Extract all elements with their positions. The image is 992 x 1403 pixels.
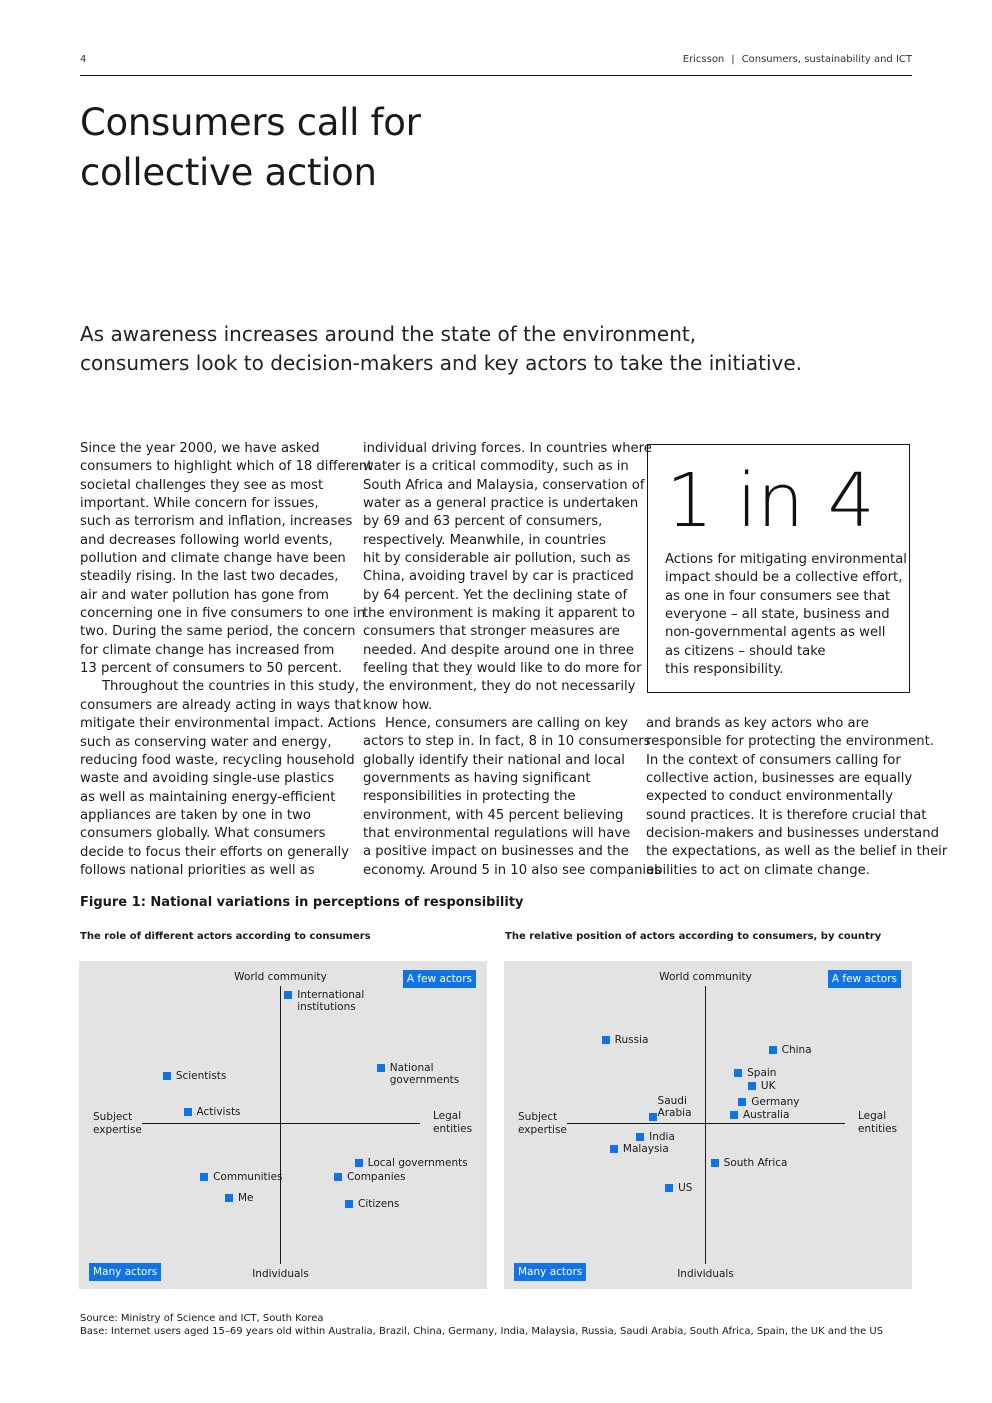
text-line: appliances are taken by one in two bbox=[80, 807, 311, 823]
text-line: consumers that stronger measures are bbox=[363, 624, 620, 640]
title-line: Consumers call for bbox=[80, 101, 421, 144]
data-point-label: Malaysia bbox=[622, 1143, 669, 1156]
body-column-1 bbox=[80, 440, 376, 880]
header-rule bbox=[80, 75, 912, 76]
brand-name: Ericsson bbox=[682, 54, 725, 65]
stat-text-line: this responsibility. bbox=[665, 662, 784, 678]
data-point-label: Australia bbox=[742, 1108, 790, 1121]
stat-text-line: as one in four consumers see that bbox=[665, 588, 891, 604]
text-line: Hence, consumers are calling on key bbox=[385, 716, 628, 731]
text-line: such as terrorism and inflation, increases bbox=[80, 514, 353, 530]
data-point-label: Activists bbox=[196, 1105, 241, 1118]
stat-text-line: as citizens – should take bbox=[665, 643, 826, 659]
text-line: South Africa and Malaysia, conservation of bbox=[363, 477, 645, 493]
data-point-label: Scientists bbox=[175, 1070, 227, 1083]
intro-line: consumers look to decision-makers and key actors to take the initiative. bbox=[80, 351, 803, 375]
data-point-marker bbox=[602, 1036, 610, 1044]
text-line: important. While concern for issues, bbox=[80, 496, 319, 512]
data-point-marker bbox=[748, 1082, 756, 1090]
text-line: consumers to highlight which of 18 different bbox=[80, 459, 373, 475]
source-note bbox=[80, 1312, 883, 1338]
text-line: China, avoiding travel by car is practiced bbox=[363, 569, 634, 585]
data-point-marker bbox=[377, 1064, 385, 1072]
data-point-marker bbox=[284, 991, 292, 999]
text-line: for climate change has increased from bbox=[80, 642, 335, 658]
text-line: hit by considerable air pollution, such as bbox=[363, 551, 631, 567]
stat-value: 1 in 4 bbox=[666, 458, 875, 544]
many-actors-badge: Many actors bbox=[89, 1263, 161, 1281]
text-line: follows national priorities as well as bbox=[80, 862, 315, 878]
actors-quadrant-chart bbox=[79, 961, 487, 1289]
data-point-marker bbox=[734, 1069, 742, 1077]
data-point-label: Companies bbox=[346, 1170, 406, 1183]
stat-text-line: everyone – all state, business and bbox=[665, 607, 890, 623]
text-line: consumers are already acting in ways that bbox=[80, 697, 362, 713]
data-point-label: Local governments bbox=[367, 1157, 468, 1170]
text-line: responsibilities in protecting the bbox=[363, 789, 576, 805]
body-column-3 bbox=[646, 715, 947, 880]
text-line: needed. And despite around one in three bbox=[363, 642, 635, 658]
axis-label-top: World community bbox=[659, 971, 752, 983]
data-point-label: Spain bbox=[747, 1067, 777, 1080]
data-point-label: Me bbox=[237, 1191, 254, 1204]
axis-label-top: World community bbox=[234, 971, 327, 983]
text-line: environment, with 45 percent believing bbox=[363, 807, 624, 823]
title-line: collective action bbox=[80, 151, 377, 194]
data-point-marker bbox=[711, 1159, 719, 1167]
axis-label-right: Legal entities bbox=[858, 1110, 898, 1135]
chart-title: The relative position of actors according to consumers, by country bbox=[505, 931, 882, 942]
data-point-label: UK bbox=[760, 1079, 776, 1092]
intro-paragraph bbox=[80, 320, 920, 378]
text-line: water as a general practice is undertaken bbox=[363, 496, 639, 512]
text-line: mitigate their environmental impact. Actions bbox=[80, 716, 377, 732]
text-line: concerning one in five consumers to one in bbox=[80, 606, 366, 622]
data-point-label: Saudi Arabia bbox=[657, 1095, 692, 1120]
data-point-label: National governments bbox=[389, 1061, 460, 1086]
text-line: feeling that they would like to do more for bbox=[363, 661, 642, 677]
running-head bbox=[683, 54, 912, 65]
text-line: societal challenges they see as most bbox=[80, 477, 324, 493]
y-axis-line bbox=[280, 986, 281, 1264]
body-column-2-bottom bbox=[363, 715, 661, 880]
text-line: economy. Around 5 in 10 also see companies bbox=[363, 862, 662, 878]
text-line: as well as maintaining energy-efficient bbox=[80, 789, 336, 805]
data-point-marker bbox=[730, 1111, 738, 1119]
few-actors-badge: A few actors bbox=[828, 970, 901, 988]
text-line: governments as having significant bbox=[363, 771, 591, 787]
data-point-label: Citizens bbox=[358, 1198, 400, 1211]
text-line: individual driving forces. In countries where bbox=[363, 441, 652, 456]
data-point-marker bbox=[345, 1200, 353, 1208]
data-point-label: International institutions bbox=[297, 988, 365, 1013]
text-line: air and water pollution has gone from bbox=[80, 587, 329, 603]
x-axis-line bbox=[567, 1123, 845, 1124]
axis-label-right: Legal entities bbox=[433, 1110, 473, 1135]
intro-line: As awareness increases around the state of the environment, bbox=[80, 322, 697, 346]
text-line: and decreases following world events, bbox=[80, 532, 333, 548]
data-point-label: Russia bbox=[614, 1034, 649, 1047]
data-point-label: Communities bbox=[213, 1170, 283, 1183]
data-point-label: India bbox=[649, 1130, 675, 1143]
body-column-2-top bbox=[363, 440, 652, 715]
stat-text-line: impact should be a collective effort, bbox=[665, 570, 903, 586]
text-line: globally identify their national and local bbox=[363, 752, 625, 768]
text-line: the expectations, as well as the belief in their bbox=[646, 844, 948, 860]
stat-text-line: Actions for mitigating environmental bbox=[665, 552, 907, 567]
data-point-marker bbox=[738, 1098, 746, 1106]
data-point-marker bbox=[649, 1113, 657, 1121]
text-line: decide to focus their efforts on generally bbox=[80, 844, 349, 860]
data-point-marker bbox=[355, 1159, 363, 1167]
text-line: In the context of consumers calling for bbox=[646, 752, 901, 768]
data-point-marker bbox=[163, 1072, 171, 1080]
text-line: and brands as key actors who are bbox=[646, 716, 869, 731]
text-line: abilities to act on climate change. bbox=[646, 862, 870, 878]
data-point-label: US bbox=[678, 1181, 693, 1194]
country-quadrant-chart bbox=[504, 961, 912, 1289]
text-line: expected to conduct environmentally bbox=[646, 789, 893, 805]
text-line: steadily rising. In the last two decades, bbox=[80, 569, 339, 585]
text-line: sound practices. It is therefore crucial that bbox=[646, 807, 927, 823]
data-point-marker bbox=[184, 1108, 192, 1116]
text-line: a positive impact on businesses and the bbox=[363, 844, 629, 860]
page-title bbox=[80, 98, 600, 198]
text-line: Since the year 2000, we have asked bbox=[80, 441, 320, 456]
text-line: such as conserving water and energy, bbox=[80, 734, 332, 750]
few-actors-badge: A few actors bbox=[403, 970, 476, 988]
text-line: collective action, businesses are equally bbox=[646, 771, 913, 787]
text-line: by 69 and 63 percent of consumers, bbox=[363, 514, 603, 530]
text-line: 13 percent of consumers to 50 percent. bbox=[80, 661, 343, 677]
page-number: 4 bbox=[80, 54, 87, 65]
y-axis-line bbox=[705, 986, 706, 1264]
text-line: Throughout the countries in this study, bbox=[102, 679, 360, 695]
x-axis-line bbox=[142, 1123, 420, 1124]
stat-callout-box bbox=[647, 444, 910, 693]
data-point-marker bbox=[200, 1173, 208, 1181]
text-line: waste and avoiding single-use plastics bbox=[80, 771, 335, 787]
text-line: consumers globally. What consumers bbox=[80, 826, 326, 842]
text-line: responsible for protecting the environment. bbox=[646, 734, 934, 750]
base-line: Base: Internet users aged 15–69 years old within Australia, Brazil, China, Germany, India, Malaysia, Russia, Saudi Arabia, South Africa, Spain, the UK and the US bbox=[80, 1326, 884, 1337]
text-line: the environment is making it apparent to bbox=[363, 606, 636, 622]
many-actors-badge: Many actors bbox=[514, 1263, 586, 1281]
data-point-label: Germany bbox=[751, 1096, 800, 1109]
text-line: two. During the same period, the concern bbox=[80, 624, 356, 640]
header-separator: | bbox=[731, 54, 735, 65]
text-line: the environment, they do not necessarily bbox=[363, 679, 636, 695]
text-line: respectively. Meanwhile, in countries bbox=[363, 532, 606, 548]
axis-label-left: Subject expertise bbox=[93, 1111, 142, 1136]
text-line: actors to step in. In fact, 8 in 10 consumers bbox=[363, 734, 651, 750]
data-point-marker bbox=[636, 1133, 644, 1141]
source-line: Source: Ministry of Science and ICT, South Korea bbox=[80, 1313, 324, 1324]
data-point-marker bbox=[769, 1046, 777, 1054]
text-line: water is a critical commodity, such as in bbox=[363, 459, 629, 475]
stat-text-line: non-governmental agents as well bbox=[665, 625, 886, 641]
figure-title: Figure 1: National variations in perceptions of responsibility bbox=[80, 895, 524, 910]
section-name: Consumers, sustainability and ICT bbox=[741, 54, 912, 65]
data-point-label: South Africa bbox=[723, 1157, 788, 1170]
axis-label-left: Subject expertise bbox=[518, 1111, 567, 1136]
text-line: that environmental regulations will have bbox=[363, 826, 631, 842]
text-line: know how. bbox=[363, 697, 433, 713]
axis-label-bottom: Individuals bbox=[677, 1268, 734, 1280]
text-line: pollution and climate change have been bbox=[80, 551, 346, 567]
data-point-label: China bbox=[781, 1043, 812, 1056]
data-point-marker bbox=[665, 1184, 673, 1192]
data-point-marker bbox=[610, 1145, 618, 1153]
text-line: reducing food waste, recycling household bbox=[80, 752, 355, 768]
data-point-marker bbox=[225, 1194, 233, 1202]
data-point-marker bbox=[334, 1173, 342, 1181]
text-line: decision-makers and businesses understand bbox=[646, 826, 939, 842]
stat-description bbox=[665, 551, 907, 679]
axis-label-bottom: Individuals bbox=[252, 1268, 309, 1280]
text-line: by 64 percent. Yet the declining state of bbox=[363, 587, 628, 603]
chart-title: The role of different actors according to consumers bbox=[80, 931, 371, 942]
